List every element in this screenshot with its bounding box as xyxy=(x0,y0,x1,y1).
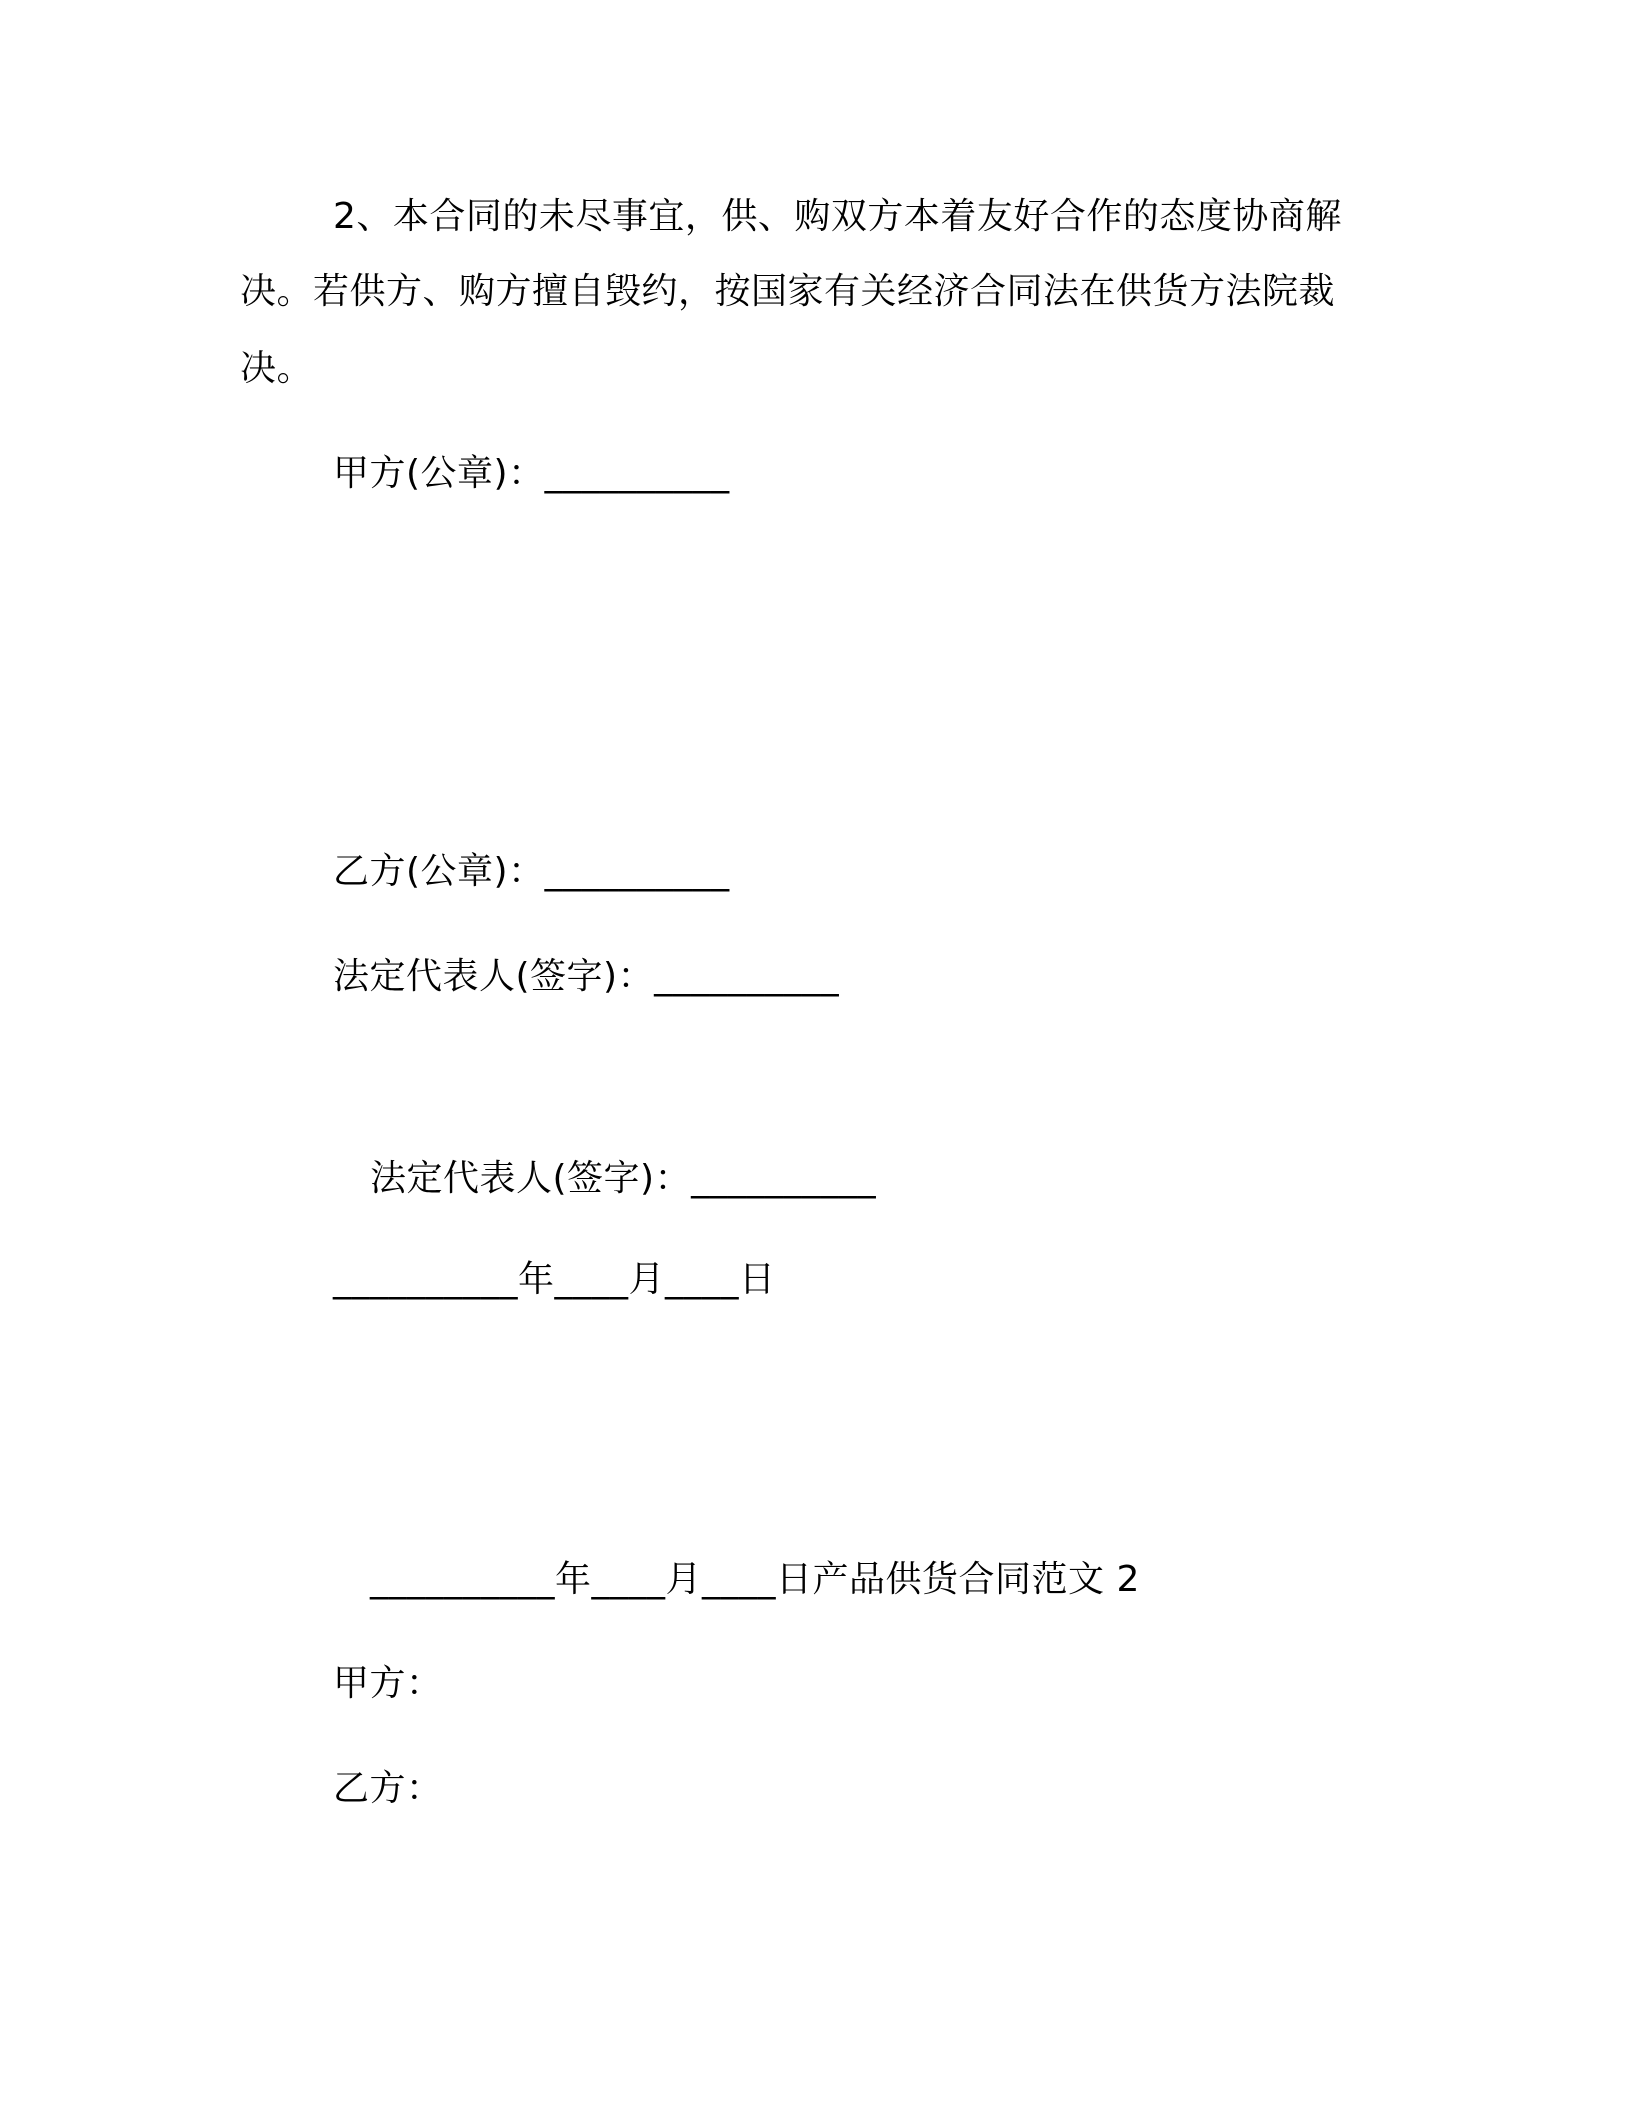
clause-2-line-3: 决。 xyxy=(240,348,314,389)
signing-date-line: __________年____月____日 xyxy=(333,1259,776,1300)
clause-2-line-1: 2、本合同的未尽事宜，供、购双方本着友好合作的态度协商解 xyxy=(333,196,1342,237)
legal-representative-signature-2: 法定代表人(签字)：__________ xyxy=(370,1158,877,1199)
party-b-label: 乙方： xyxy=(333,1768,443,1809)
party-b-seal-field: 乙方(公章)：__________ xyxy=(333,851,730,892)
party-a-seal-field: 甲方(公章)：__________ xyxy=(333,453,730,494)
party-a-label: 甲方： xyxy=(333,1663,443,1704)
contract-2-heading: __________年____月____日产品供货合同范文 2 xyxy=(370,1559,1140,1600)
legal-representative-signature-1: 法定代表人(签字)：__________ xyxy=(333,956,840,997)
clause-2-line-2: 决。若供方、购方擅自毁约，按国家有关经济合同法在供货方法院裁 xyxy=(240,271,1336,312)
